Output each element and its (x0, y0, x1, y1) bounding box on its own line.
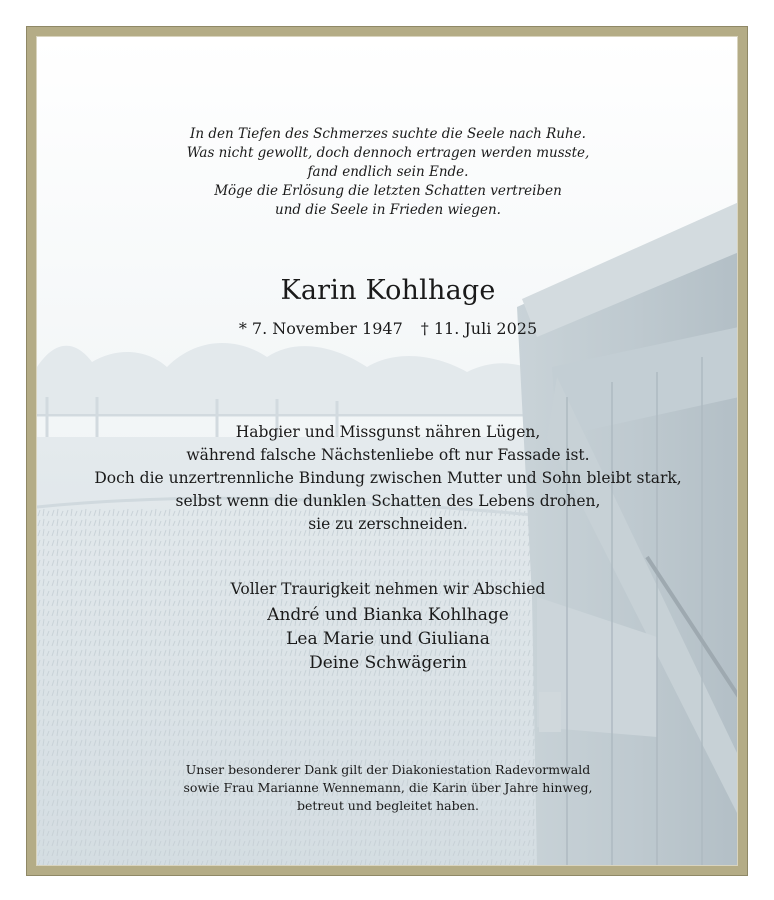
poem-line: In den Tiefen des Schmerzes suchte die Seele nach Ruhe. (190, 126, 586, 142)
verse-line: selbst wenn die dunklen Schatten des Lebens drohen, (175, 492, 601, 510)
verse-line: während falsche Nächstenliebe oft nur Fassade ist. (186, 446, 590, 464)
mourners-list (37, 603, 738, 675)
poem-line: und die Seele in Frieden wiegen. (275, 202, 501, 218)
birth-date: * 7. November 1947 (238, 319, 403, 338)
notice-frame (27, 27, 747, 875)
acknowledgement (37, 761, 738, 815)
poem-line: Was nicht gewollt, doch dennoch ertragen werden musste, (186, 145, 590, 161)
verse (37, 421, 738, 536)
verse-line: Doch die unzertrennliche Bindung zwischen Mutter und Sohn bleibt stark, (94, 469, 682, 487)
verse-line: Habgier und Missgunst nähren Lügen, (235, 423, 541, 441)
thanks-line: Unser besonderer Dank gilt der Diakoniestation Radevormwald (185, 762, 591, 777)
opening-poem (37, 125, 738, 220)
life-dates (37, 319, 738, 338)
mourner-name: Lea Marie und Giuliana (286, 629, 490, 649)
poem-line: Möge die Erlösung die letzten Schatten vertreiben (214, 183, 562, 199)
poem-line: fand endlich sein Ende. (307, 164, 469, 180)
notice-content (37, 37, 738, 866)
notice-inner (36, 36, 738, 866)
thanks-line: sowie Frau Marianne Wennemann, die Karin über Jahre hinweg, (183, 780, 593, 795)
death-date: † 11. Juli 2025 (420, 319, 538, 338)
mourners-intro: Voller Traurigkeit nehmen wir Abschied (230, 580, 546, 598)
mourner-name: André und Bianka Kohlhage (267, 605, 509, 625)
verse-line: sie zu zerschneiden. (308, 515, 468, 533)
mourner-name: Deine Schwägerin (309, 653, 467, 673)
thanks-line: betreut und begleitet haben. (296, 798, 480, 813)
deceased-name: Karin Kohlhage (280, 275, 496, 306)
